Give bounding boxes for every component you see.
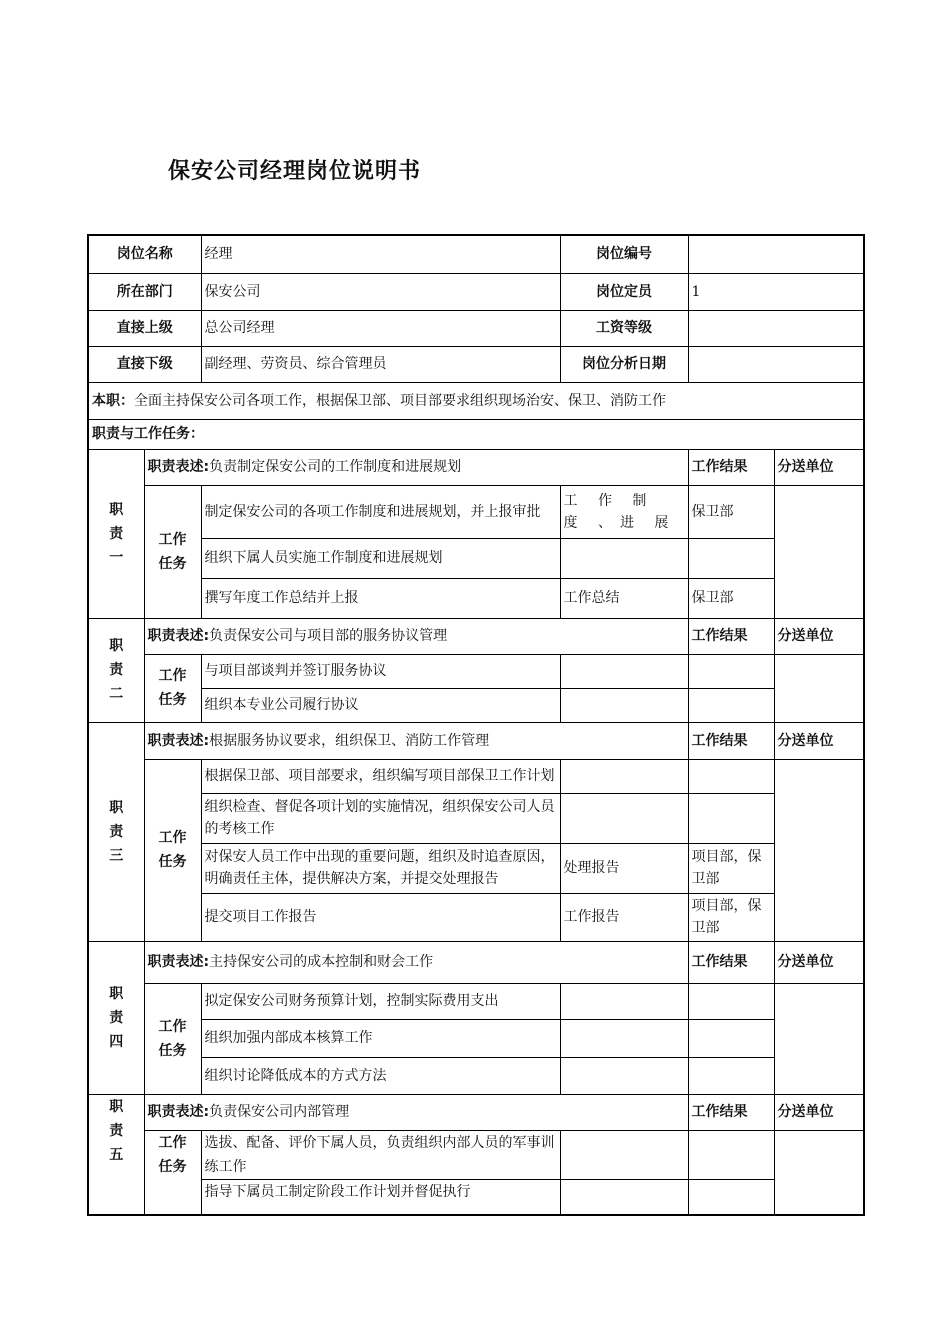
duty-1-header	[88, 449, 864, 485]
duty-4-task-label: 工作 任务	[144, 983, 201, 1094]
duty-1-dest-header: 分送单位	[774, 449, 864, 485]
section-title: 职责与工作任务：	[88, 419, 864, 449]
post-code-label: 岗位编号	[560, 235, 688, 273]
duty-4-task-2	[88, 1019, 864, 1057]
post-name-label: 岗位名称	[88, 235, 201, 273]
department-label: 所在部门	[88, 273, 201, 310]
duty-2-result-header: 工作结果	[688, 618, 774, 654]
quota-label: 岗位定员	[560, 273, 688, 310]
row-post-name	[88, 235, 864, 273]
duty-1-label: 职 责 一	[88, 449, 144, 618]
task-text: 提交项目工作报告	[201, 893, 560, 941]
task-text: 对保安人员工作中出现的重要问题，组织及时追查原因，明确责任主体，提供解决方案，并提交处理报告	[201, 843, 560, 893]
task-dest	[688, 1057, 774, 1094]
task-text: 拟定保安公司财务预算计划，控制实际费用支出	[201, 983, 560, 1019]
task-result	[560, 759, 688, 793]
duty-4-header	[88, 941, 864, 983]
task-result: 工 作 制 度 、进 展	[560, 485, 688, 538]
duty-3-label: 职 责 三	[88, 722, 144, 941]
duty-3-dest-header: 分送单位	[774, 722, 864, 759]
duty-1-description: 职责表述:负责制定保安公司的工作制度和进展规划	[144, 449, 688, 485]
task-text: 组织本专业公司履行协议	[201, 688, 560, 722]
salary-grade-label: 工资等级	[560, 310, 688, 346]
task-text: 根据保卫部、项目部要求，组织编写项目部保卫工作计划	[201, 759, 560, 793]
task-dest	[688, 1179, 774, 1215]
row-subordinate	[88, 346, 864, 382]
duty-summary-text: 全面主持保安公司各项工作，根据保卫部、项目部要求组织现场治安、保卫、消防工作	[134, 392, 666, 409]
duty-3-task-1	[88, 759, 864, 793]
duty-3-description: 职责表述:根据服务协议要求，组织保卫、消防工作管理	[144, 722, 688, 759]
duty-5-description: 职责表述:负责保安公司内部管理	[144, 1094, 688, 1130]
task-dest	[688, 793, 774, 843]
task-result	[560, 1179, 688, 1215]
duty-5-header	[88, 1094, 864, 1130]
department-value: 保安公司	[201, 273, 560, 310]
task-text: 选拔、配备、评价下属人员，负责组织内部人员的军事训练工作	[201, 1130, 560, 1179]
duty-5-task-label: 工作 任务	[144, 1130, 201, 1215]
row-department	[88, 273, 864, 310]
duty-4-task-3	[88, 1057, 864, 1094]
post-code-value	[688, 235, 864, 273]
duty-2-label: 职 责 二	[88, 618, 144, 722]
task-result	[560, 983, 688, 1019]
task-text: 组织下属人员实施工作制度和进展规划	[201, 538, 560, 578]
task-dest: 项目部，保卫部	[688, 843, 774, 893]
task-dest: 项目部，保卫部	[688, 893, 774, 941]
duty-5-task-1	[88, 1130, 864, 1179]
duty-4-task-1	[88, 983, 864, 1019]
duty-5-task-2	[88, 1179, 864, 1215]
analysis-date-label: 岗位分析日期	[560, 346, 688, 382]
post-name-value: 经理	[201, 235, 560, 273]
task-text: 指导下属员工制定阶段工作计划并督促执行	[201, 1179, 560, 1215]
duty-4-dest-header: 分送单位	[774, 941, 864, 983]
task-text: 组织检查、督促各项计划的实施情况，组织保安公司人员的考核工作	[201, 793, 560, 843]
task-result: 工作总结	[560, 578, 688, 618]
duty-2-task-1	[88, 654, 864, 688]
duty-summary-label: 本职：	[92, 392, 134, 409]
task-result	[560, 1057, 688, 1094]
task-dest	[688, 688, 774, 722]
duty-3-result-header: 工作结果	[688, 722, 774, 759]
task-text: 组织加强内部成本核算工作	[201, 1019, 560, 1057]
salary-grade-value	[688, 310, 864, 346]
task-dest: 保卫部	[688, 485, 774, 538]
duty-1-task-2	[88, 538, 864, 578]
duty-2-task-label: 工作 任务	[144, 654, 201, 722]
task-result	[560, 688, 688, 722]
duty-3-task-4	[88, 893, 864, 941]
task-dest	[688, 654, 774, 688]
duty-4-result-header: 工作结果	[688, 941, 774, 983]
task-result: 处理报告	[560, 843, 688, 893]
analysis-date-value	[688, 346, 864, 382]
superior-label: 直接上级	[88, 310, 201, 346]
row-section-title	[88, 419, 864, 449]
duty-1-task-1	[88, 485, 864, 538]
duty-5-dest-header: 分送单位	[774, 1094, 864, 1130]
task-dest	[688, 759, 774, 793]
subordinate-value: 副经理、劳资员、综合管理员	[201, 346, 560, 382]
task-result: 工作报告	[560, 893, 688, 941]
task-result	[560, 538, 688, 578]
task-dest	[688, 538, 774, 578]
task-result	[560, 654, 688, 688]
task-text: 制定保安公司的各项工作制度和进展规划，并上报审批	[201, 485, 560, 538]
duty-3-header	[88, 722, 864, 759]
duty-4-label: 职 责 四	[88, 941, 144, 1094]
quota-value: 1	[688, 273, 864, 310]
duty-5-result-header: 工作结果	[688, 1094, 774, 1130]
task-text: 与项目部谈判并签订服务协议	[201, 654, 560, 688]
duty-1-result-header: 工作结果	[688, 449, 774, 485]
task-result	[560, 793, 688, 843]
duty-3-task-2	[88, 793, 864, 843]
task-text: 组织讨论降低成本的方式方法	[201, 1057, 560, 1094]
task-dest	[688, 1019, 774, 1057]
duty-3-task-label: 工作 任务	[144, 759, 201, 941]
duty-2-task-2	[88, 688, 864, 722]
duty-2-dest-header: 分送单位	[774, 618, 864, 654]
task-text: 撰写年度工作总结并上报	[201, 578, 560, 618]
row-duty-summary	[88, 382, 864, 419]
job-description-table	[87, 234, 865, 1216]
duty-summary	[88, 382, 864, 419]
subordinate-label: 直接下级	[88, 346, 201, 382]
duty-1-task-label: 工作 任务	[144, 485, 201, 618]
task-dest	[688, 1130, 774, 1179]
task-dest	[688, 983, 774, 1019]
superior-value: 总公司经理	[201, 310, 560, 346]
duty-5-label: 职 责 五	[88, 1094, 144, 1215]
duty-1-task-3	[88, 578, 864, 618]
duty-2-description: 职责表述:负责保安公司与项目部的服务协议管理	[144, 618, 688, 654]
task-result	[560, 1130, 688, 1179]
page-title: 保安公司经理岗位说明书	[168, 159, 422, 184]
duty-3-task-3	[88, 843, 864, 893]
task-dest: 保卫部	[688, 578, 774, 618]
duty-2-header	[88, 618, 864, 654]
duty-4-description: 职责表述:主持保安公司的成本控制和财会工作	[144, 941, 688, 983]
task-result	[560, 1019, 688, 1057]
row-superior	[88, 310, 864, 346]
